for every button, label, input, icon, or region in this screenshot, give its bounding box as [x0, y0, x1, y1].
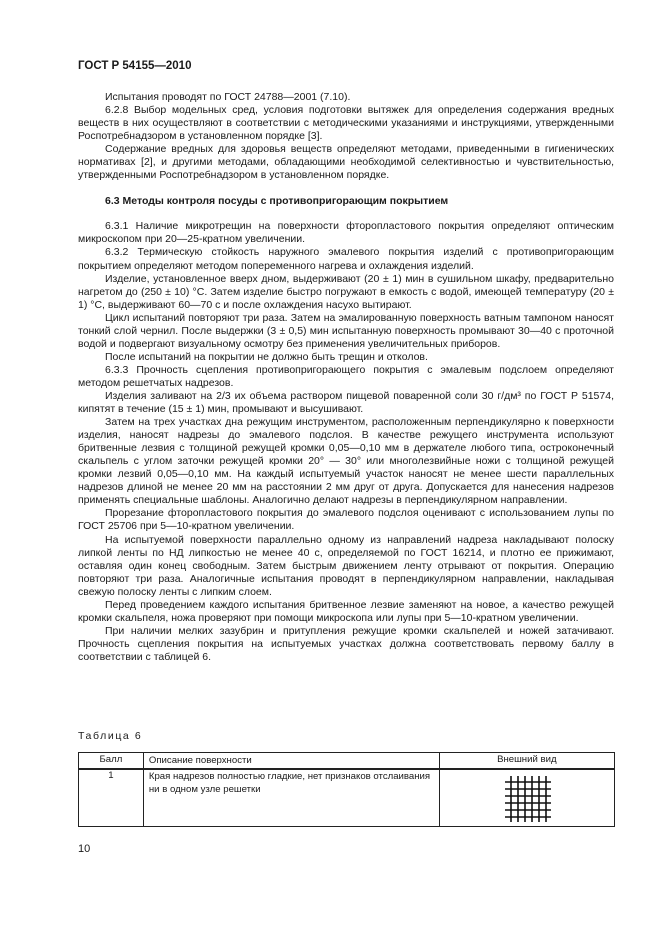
paragraph: После испытаний на покрытии не должно быть трещин и отколов.: [105, 350, 428, 363]
table-header-row: [79, 753, 615, 770]
paragraph: Цикл испытаний повторяют три раза. Затем на эмалированную поверхность ватным тампоном наносят тонкий слой чернил. После выдержки (3 ± 0,5) мин испытанную поверхность промывают 30—40 с проточной водой и подвергают визуальному осмотру без применения увеличительных приборов.: [78, 311, 614, 350]
paragraph: На испытуемой поверхности параллельно одному из направлений надреза накладывают полоску липкой ленты по НД липкостью не менее 40 с, определяемой по ГОСТ 16214, и плотно ее прижимают, оставляя один конец свободным. Затем быстрым движением ленту отрывают от покрытия. Операцию повторяют три раза. Аналогичные испытания проводят в перпендикулярном направлении, накладывая свежую полоску ленты с липким слоем.: [78, 533, 614, 598]
paragraph: При наличии мелких зазубрин и притупления режущие кромки скальпелей и ножей затачивают. Прочность сцепления покрытия на испытуемых участках должна соответствовать первому баллу в соответствии с таблицей 6.: [78, 624, 614, 663]
paragraph: Прорезание фторопластового покрытия до эмалевого подслоя оценивают с использованием лупы по ГОСТ 25706 при 5—10-кратном увеличении.: [78, 507, 614, 533]
paragraph: 6.2.8 Выбор модельных сред, условия подготовки вытяжек для определения содержания вредных веществ в них осуществляют в соответствии с методическими указаниями и инструкциями, утвержденными Роспотребнадзором в установленном порядке [3].: [78, 104, 614, 143]
paragraph: Испытания проводят по ГОСТ 24788—2001 (7.10).: [105, 91, 351, 103]
paragraph: 6.3.3 Прочность сцепления противопригорающего покрытия с эмалевым подслоем определяют методом решетчатых надрезов.: [78, 363, 614, 389]
table-6: [78, 752, 615, 827]
paragraph: Изделия заливают на 2/3 их объема раствором пищевой поваренной соли 30 г/дм³ по ГОСТ Р 51574, кипятят в течение (15 ± 1) мин, промывают и высушивают.: [78, 389, 614, 416]
table-cell-score: 1: [79, 769, 144, 827]
section-heading: 6.3 Методы контроля посуды с противопригорающим покрытием: [105, 195, 449, 208]
paragraph: Изделие, установленное вверх дном, выдерживают (20 ± 1) мин в сушильном шкафу, предварительно нагретом до (250 ± 10) °С. Затем изделие быстро погружают в емкость с водой, имеющей температуру (20 ± 1) °С, выдерживают 60—70 с и после охлаждения насухо вытирают.: [78, 272, 614, 311]
paragraph: 6.3.1 Наличие микротрещин на поверхности фторопластового покрытия определяют оптическим микроскопом при 20—25-кратном увеличении.: [78, 220, 614, 246]
table-header-score: Балл: [79, 753, 144, 770]
table-row: [79, 769, 615, 827]
table-cell-description: Края надрезов полностью гладкие, нет признаков отслаивания ни в одном узле решетки: [143, 769, 439, 827]
paragraph: Перед проведением каждого испытания бритвенное лезвие заменяют на новое, а качество режущей кромки скальпеля, ножа проверяют при помощи микроскопа или лупы при 5—10-кратном увеличении.: [78, 598, 614, 624]
grid-cross-hatch-icon: [505, 776, 551, 822]
paragraph: Затем на трех участках дна режущим инструментом, расположенным перпендикулярно к поверхности изделия, наносят надрезы до эмалевого подслоя. В качестве режущего инструмента используют бритвенные лезвия с толщиной режущей кромки 0,05—0,10 мм в держателе любого типа, остроконечный скальпель с углом заточки режущей кромки 20° — 30° или многолезвийные ножи с толщиной режущей кромки лезвий 0,05—0,10 мм. На каждый испытуемый участок наносят не менее шести параллельных надрезов длиной не менее 20 мм на расстоянии 2 мм друг от друга. Допускается для нанесения надрезов применять специальные шаблоны. Аналогично делают надрезы в перпендикулярном направлении.: [78, 416, 614, 507]
table-header-appearance: Внешний вид: [439, 753, 614, 770]
table-header-description: Описание поверхности: [143, 753, 439, 770]
document-header: ГОСТ Р 54155—2010: [78, 60, 192, 72]
table-cell-appearance: [439, 769, 614, 827]
paragraph: 6.3.2 Термическую стойкость наружного эмалевого покрытия изделий с противопригорающим покрытием определяют методом попеременного нагрева и охлаждения изделий.: [78, 246, 614, 272]
table-caption: Таблица 6: [78, 730, 143, 742]
page-number: 10: [78, 843, 91, 855]
document-body: [78, 91, 614, 664]
paragraph: Содержание вредных для здоровья веществ определяют методами, приведенными в гигиенических нормативах [2], и другими методами, обладающими необходимой селективностью и чувствительностью, утвержденными Роспотребнадзором в установленном порядке.: [78, 143, 614, 182]
